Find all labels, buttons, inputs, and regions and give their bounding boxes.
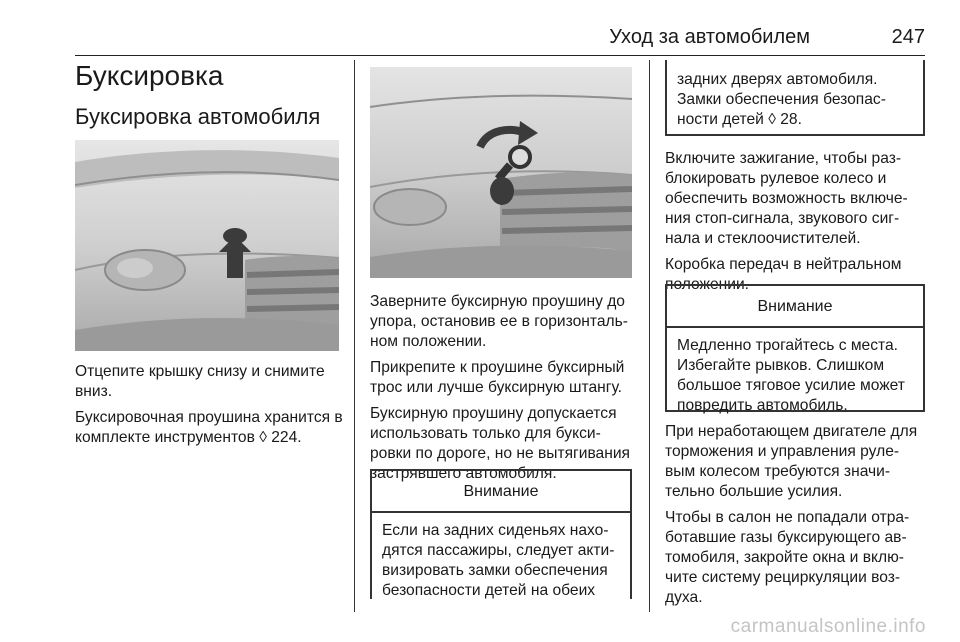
callout-body (667, 60, 923, 140)
callout-title: Внимание (667, 286, 923, 328)
chapter-title: Уход за автомобилем (609, 26, 810, 48)
paragraph: Включите зажигание, чтобы раз-блокировать рулевое колесо и обеспечить возможность включе-ния стоп-сигнала, звукового сиг-нала и стеклоочистителей. (665, 150, 908, 247)
column-divider-1 (354, 60, 355, 612)
header-divider (75, 55, 925, 56)
column-3-text-bottom (665, 422, 927, 608)
paragraph: Прикрепите к проушине буксирный трос или лучше буксирную штангу. (370, 359, 625, 396)
column-2-text (370, 292, 634, 484)
paragraph: Чтобы в салон не попадали отра-ботавшие газы буксирующего ав-томобиля, закройте окна и вклю-чите систему рециркуляции воз-духа. (665, 509, 910, 606)
callout-text: Медленно трогайтесь с места. Избегайте рывков. Слишком большое тяговое усилие может повредить автомобиль. (677, 337, 905, 414)
page-number: 247 (891, 26, 925, 48)
callout-body (667, 328, 923, 426)
bumper-cover-photo (75, 140, 339, 351)
paragraph: Коробка передач в нейтральном положении. (665, 256, 902, 293)
column-3-text-top (665, 149, 927, 295)
callout-title: Внимание (372, 471, 630, 513)
callout-text: Если на задних сиденьях нахо-дятся пассажиры, следует акти-визировать замки обеспечения безопасности детей на обеих (382, 522, 615, 599)
bumper-cover-illustration (75, 140, 339, 351)
column-1-text (75, 362, 343, 448)
paragraph: Буксировочная проушина хранится в комплекте инструментов ◊ 224. (75, 409, 343, 446)
section-title: Буксировка (75, 60, 224, 91)
watermark: carmanualsonline.info (730, 616, 926, 637)
callout-text: задних дверях автомобиля. Замки обеспечения безопас-ности детей ◊ 28. (677, 71, 886, 128)
tow-eye-illustration (370, 67, 632, 278)
paragraph: При неработающем двигателе для торможения и управления руле-вым колесом требуются значи-тельно большие усилия. (665, 423, 918, 500)
tow-eye-photo (370, 67, 632, 278)
warning-callout (370, 469, 632, 599)
column-divider-2 (649, 60, 650, 612)
paragraph: Заверните буксирную проушину до упора, остановив ее в горизонталь-ном положении. (370, 293, 628, 350)
warning-callout-2 (665, 284, 925, 412)
warning-callout-continued (665, 60, 925, 136)
callout-body (372, 513, 630, 611)
paragraph: Отцепите крышку снизу и снимите вниз. (75, 363, 325, 400)
section-subtitle: Буксировка автомобиля (75, 104, 321, 129)
paragraph: Буксирную проушину допускается использовать только для букси-ровки по дороге, но не вытягивания застрявшего автомобиля. (370, 405, 630, 482)
